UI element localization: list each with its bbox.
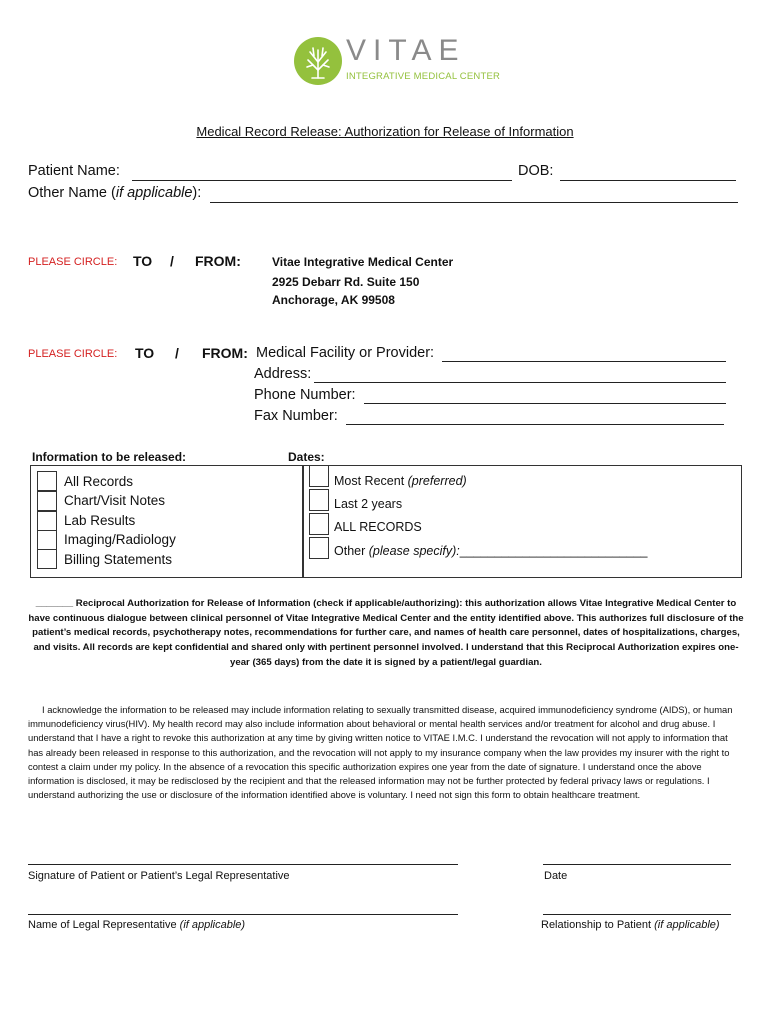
info-item: Billing Statements — [64, 552, 173, 567]
other-name-label: Other Name (if applicable): — [28, 185, 202, 201]
info-item: Chart/Visit Notes — [64, 493, 166, 508]
patient-name-field[interactable] — [132, 180, 512, 181]
circle2-to[interactable]: TO — [135, 345, 155, 361]
billing-statements-checkbox[interactable] — [37, 549, 57, 569]
phone-label: Phone Number: — [254, 387, 356, 403]
relationship-field[interactable] — [543, 914, 731, 915]
other-name-field[interactable] — [210, 202, 738, 203]
circle2-slash: / — [175, 345, 179, 361]
legal-rep-name-label: Name of Legal Representative (if applicable) — [28, 919, 246, 931]
info-item: Imaging/Radiology — [64, 532, 176, 547]
please-circle-label-2: PLEASE CIRCLE: — [28, 348, 118, 360]
relationship-label: Relationship to Patient (if applicable) — [541, 919, 720, 931]
vitae-org-name: Vitae Integrative Medical Center — [272, 255, 454, 269]
reciprocal-authorization: _______ Reciprocal Authorization for Release of Information (check if applicable/authorizing): this authorization allows Vitae Integrative Medical Center to have continuous dialogue between clinical personnel of Vitae Integrative Medical Center and the entity identified above. This authorizes full disclosure of the patient’s medical records, psychotherapy notes, recommendations for further care, and names of health care personnel, dates of hospitalizations, charges, and visits. All records are kept confidential and shared only with pertinent personnel involved. I understand that this Reciprocal Authorization expires one-year (365 days) from the date it is signed by a patient/legal guardian. — [28, 598, 744, 668]
circle1-slash: / — [170, 253, 174, 269]
other-dates-label: Other (please specify):___________________________ — [334, 544, 648, 558]
imaging-radiology-checkbox[interactable] — [37, 530, 57, 550]
info-item: All Records — [64, 474, 134, 489]
phone-field[interactable] — [364, 403, 726, 404]
dob-label: DOB: — [518, 163, 554, 179]
most-recent-checkbox[interactable] — [309, 465, 329, 487]
date-field[interactable] — [543, 864, 731, 865]
address-label: Address: — [254, 366, 312, 382]
legal-rep-name-field[interactable] — [28, 914, 458, 915]
circle1-from[interactable]: FROM: — [195, 253, 241, 269]
fax-label: Fax Number: — [254, 408, 338, 424]
circle1-to[interactable]: TO — [133, 253, 153, 269]
info-item: Lab Results — [64, 513, 136, 528]
last-2-years-label: Last 2 years — [334, 497, 403, 511]
patient-name-label: Patient Name: — [28, 163, 120, 179]
dates-header: Dates: — [288, 450, 325, 464]
acknowledgement-paragraph: I acknowledge the information to be released may include information relating to sexually transmitted disease, acquired immunodeficiency syndrome (AIDS), or human immunodeficiency virus(HIV). My health record may also include information about behavioral or mental health services and/or treatment for alcohol and drug abuse. I understand that I have a right to revoke this authorization at any time by giving written notice to VITAE I.M.C. I understand the revocation will not apply to information that has already been released in response to this authorization, and the revocation will not apply to my insurance company when the law provides my insurer with the right to contest a claim under my policy. In the absence of a revocation this specific authorization expires one year from the date of signature. I understand once the above information is disclosed, it may be redisclosed by the recipient and that the released information may not be further protected by federal privacy laws or regulations. I understand authorizing the use or disclosure of the information identified above is voluntary. I need not sign this form to obtain healthcare treatment. — [28, 704, 733, 801]
logo-wordmark: VITAE — [346, 34, 466, 67]
dob-field[interactable] — [560, 180, 736, 181]
fax-field[interactable] — [346, 424, 724, 425]
facility-field[interactable] — [442, 361, 726, 362]
date-label: Date — [544, 870, 568, 882]
last-2-years-checkbox[interactable] — [309, 489, 329, 511]
patient-signature-label: Signature of Patient or Patient’s Legal Representative — [28, 870, 290, 882]
vitae-logo — [293, 36, 343, 86]
vitae-address-line2: Anchorage, AK 99508 — [272, 293, 395, 307]
logo-subtitle: INTEGRATIVE MEDICAL CENTER — [346, 71, 501, 82]
all-records-dates-checkbox[interactable] — [309, 513, 329, 535]
all-records-checkbox[interactable] — [37, 471, 57, 491]
all-records-dates-label: ALL RECORDS — [334, 520, 422, 534]
facility-label: Medical Facility or Provider: — [256, 345, 435, 361]
vitae-address-line1: 2925 Debarr Rd. Suite 150 — [272, 275, 420, 289]
other-dates-checkbox[interactable] — [309, 537, 329, 559]
patient-signature-field[interactable] — [28, 864, 458, 865]
address-field[interactable] — [314, 382, 726, 383]
circle2-from[interactable]: FROM: — [202, 345, 248, 361]
most-recent-label: Most Recent (preferred) — [334, 474, 467, 488]
chart-visit-notes-checkbox[interactable] — [37, 491, 57, 511]
form-title: Medical Record Release: Authorization for Release of Information — [196, 124, 574, 139]
lab-results-checkbox[interactable] — [37, 511, 57, 531]
please-circle-label-1: PLEASE CIRCLE: — [28, 256, 118, 268]
info-header: Information to be released: — [32, 450, 187, 464]
